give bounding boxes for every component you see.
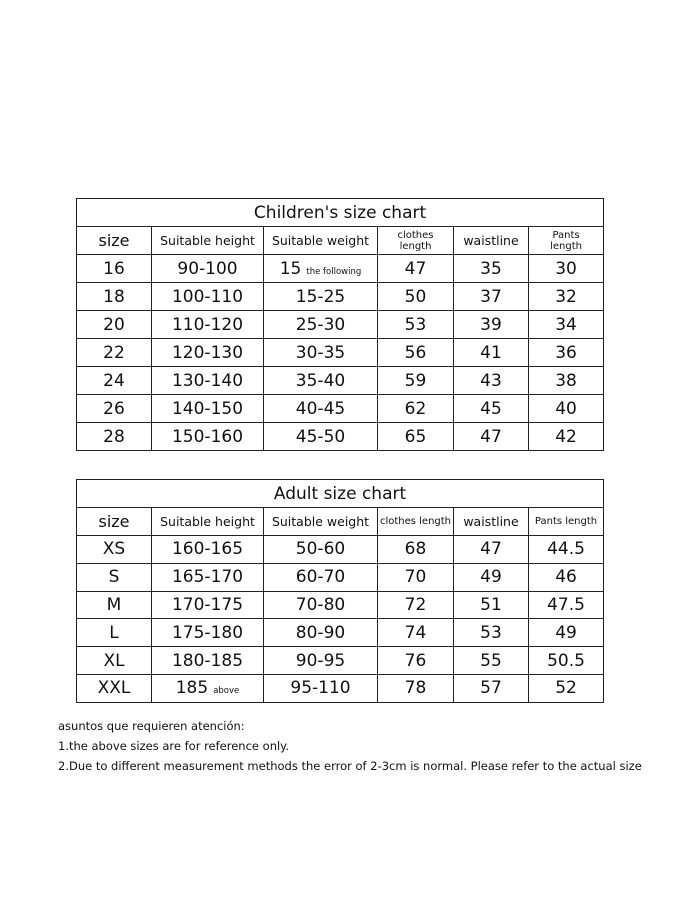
cell-size-value: XXL	[97, 678, 131, 699]
cell-weight-value: 15	[279, 258, 302, 279]
cell-weight	[264, 591, 378, 619]
table-row	[77, 423, 604, 451]
cell-clothes-length-value: 59	[404, 370, 427, 391]
cell-height-value: 175-180	[171, 622, 244, 643]
adult-chart-title: Adult size chart	[77, 480, 604, 508]
cell-weight	[264, 283, 378, 311]
table-row	[77, 591, 604, 619]
cell-size	[77, 395, 152, 423]
cell-clothes-length-value: 53	[404, 314, 427, 335]
cell-clothes-length-value: 74	[404, 622, 427, 643]
cell-clothes-length	[378, 647, 454, 675]
table-row	[77, 674, 604, 702]
cell-weight-value: 70-80	[295, 594, 346, 615]
cell-pants-length-value: 36	[555, 342, 577, 363]
cell-height	[152, 619, 264, 647]
cell-waistline	[454, 395, 529, 423]
header-clothes-line2: length	[399, 240, 432, 252]
cell-pants-length-value: 38	[555, 370, 577, 391]
cell-weight	[264, 255, 378, 283]
cell-height	[152, 647, 264, 675]
table-row	[77, 339, 604, 367]
cell-size	[77, 367, 152, 395]
cell-height	[152, 339, 264, 367]
cell-clothes-length-value: 76	[404, 650, 427, 671]
cell-weight	[264, 563, 378, 591]
note-item-1: 1.the above sizes are for reference only.	[58, 739, 289, 753]
cell-height	[152, 423, 264, 451]
cell-waistline	[454, 255, 529, 283]
cell-height-value: 150-160	[171, 426, 244, 447]
cell-size-value: 28	[103, 426, 125, 447]
header-pants-length: Pants length	[529, 508, 604, 536]
cell-size-value: 22	[103, 342, 125, 363]
cell-pants-length-value: 47.5	[547, 594, 585, 615]
notes-heading: asuntos que requieren atención:	[58, 719, 245, 733]
cell-clothes-length	[378, 283, 454, 311]
cell-pants-length-value: 50.5	[547, 650, 585, 671]
cell-waistline	[454, 423, 529, 451]
cell-weight-value: 30-35	[295, 342, 346, 363]
cell-pants-length-value: 30	[555, 258, 577, 279]
cell-pants-length	[529, 536, 604, 564]
cell-clothes-length	[378, 367, 454, 395]
cell-weight-value: 60-70	[295, 567, 346, 588]
cell-clothes-length	[378, 339, 454, 367]
cell-clothes-length-value: 78	[404, 678, 427, 699]
cell-waistline	[454, 591, 529, 619]
table-row	[77, 255, 604, 283]
cell-weight-value: 40-45	[295, 398, 346, 419]
cell-height-value: 90-100	[177, 258, 238, 279]
notes-section	[58, 716, 642, 776]
cell-clothes-length	[378, 395, 454, 423]
cell-pants-length	[529, 283, 604, 311]
cell-weight-value: 35-40	[295, 370, 346, 391]
adult-size-chart	[76, 479, 604, 703]
cell-pants-length-value: 46	[555, 567, 577, 588]
cell-clothes-length-value: 62	[404, 398, 427, 419]
cell-waistline-value: 53	[480, 622, 502, 643]
cell-pants-length	[529, 395, 604, 423]
header-waistline: waistline	[454, 508, 529, 536]
cell-weight-value: 95-110	[290, 678, 351, 699]
cell-waistline-value: 43	[480, 370, 502, 391]
table-row	[77, 647, 604, 675]
cell-waistline-value: 37	[480, 286, 502, 307]
cell-waistline-value: 41	[480, 342, 502, 363]
cell-clothes-length-value: 72	[404, 594, 427, 615]
header-size: size	[77, 508, 152, 536]
cell-waistline	[454, 367, 529, 395]
cell-size-value: 18	[103, 286, 125, 307]
note-item-2: 2.Due to different measurement methods the error of 2-3cm is normal. Please refer to the actual size	[58, 759, 642, 773]
header-pants-length	[529, 227, 604, 255]
cell-pants-length-value: 34	[555, 314, 577, 335]
cell-waistline-value: 45	[480, 398, 502, 419]
cell-weight	[264, 395, 378, 423]
cell-waistline	[454, 311, 529, 339]
table-row	[77, 619, 604, 647]
cell-size-value: XL	[103, 650, 125, 671]
header-height: Suitable height	[152, 508, 264, 536]
cell-waistline	[454, 536, 529, 564]
cell-clothes-length	[378, 674, 454, 702]
cell-waistline-value: 39	[480, 314, 502, 335]
cell-pants-length-value: 40	[555, 398, 577, 419]
cell-size	[77, 339, 152, 367]
cell-weight-value: 80-90	[295, 622, 346, 643]
cell-height	[152, 395, 264, 423]
cell-height-value: 160-165	[171, 539, 244, 560]
header-size: size	[77, 227, 152, 255]
cell-waistline-value: 35	[480, 258, 502, 279]
cell-pants-length	[529, 591, 604, 619]
cell-size	[77, 536, 152, 564]
cell-size	[77, 563, 152, 591]
cell-height	[152, 674, 264, 702]
cell-clothes-length-value: 50	[404, 286, 427, 307]
cell-height-value: 185	[175, 678, 209, 699]
cell-height-value: 165-170	[171, 567, 244, 588]
cell-size	[77, 255, 152, 283]
cell-pants-length	[529, 423, 604, 451]
header-weight: Suitable weight	[264, 508, 378, 536]
cell-height	[152, 283, 264, 311]
cell-waistline	[454, 283, 529, 311]
cell-size	[77, 674, 152, 702]
cell-waistline	[454, 339, 529, 367]
cell-pants-length	[529, 563, 604, 591]
cell-weight	[264, 674, 378, 702]
cell-height	[152, 563, 264, 591]
header-clothes-length: clothes length	[378, 508, 454, 536]
cell-size	[77, 647, 152, 675]
cell-clothes-length-value: 47	[404, 258, 427, 279]
cell-pants-length	[529, 674, 604, 702]
cell-height-value: 170-175	[171, 594, 244, 615]
cell-height-value: 120-130	[171, 342, 244, 363]
cell-weight-note: the following	[306, 266, 362, 277]
table-row	[77, 283, 604, 311]
cell-clothes-length-value: 70	[404, 567, 427, 588]
cell-waistline-value: 55	[480, 650, 502, 671]
cell-clothes-length-value: 65	[404, 426, 427, 447]
cell-size	[77, 311, 152, 339]
cell-height-value: 130-140	[171, 370, 244, 391]
cell-height-note: above	[213, 686, 240, 697]
table-row	[77, 367, 604, 395]
cell-height	[152, 311, 264, 339]
cell-waistline-value: 57	[480, 678, 502, 699]
header-pants-line1: Pants	[552, 229, 580, 241]
cell-weight	[264, 619, 378, 647]
cell-weight-value: 50-60	[295, 539, 346, 560]
header-weight: Suitable weight	[264, 227, 378, 255]
cell-weight-value: 25-30	[295, 314, 346, 335]
cell-size	[77, 423, 152, 451]
cell-size-value: M	[106, 594, 122, 615]
header-clothes-line1: clothes	[397, 229, 434, 241]
cell-waistline	[454, 619, 529, 647]
cell-weight	[264, 423, 378, 451]
cell-clothes-length	[378, 619, 454, 647]
cell-clothes-length	[378, 423, 454, 451]
cell-size	[77, 591, 152, 619]
cell-height-value: 110-120	[171, 314, 244, 335]
cell-pants-length	[529, 339, 604, 367]
table-row	[77, 311, 604, 339]
cell-height-value: 140-150	[171, 398, 244, 419]
cell-weight	[264, 367, 378, 395]
children-size-chart	[76, 198, 604, 451]
cell-height	[152, 255, 264, 283]
cell-pants-length-value: 49	[555, 622, 577, 643]
cell-height	[152, 591, 264, 619]
cell-size-value: 26	[103, 398, 125, 419]
cell-height-value: 100-110	[171, 286, 244, 307]
cell-pants-length-value: 32	[555, 286, 577, 307]
cell-waistline-value: 47	[480, 539, 502, 560]
cell-pants-length-value: 44.5	[547, 539, 585, 560]
cell-size-value: S	[108, 567, 120, 588]
cell-clothes-length	[378, 591, 454, 619]
cell-waistline-value: 49	[480, 567, 502, 588]
cell-pants-length-value: 52	[555, 678, 577, 699]
cell-weight	[264, 536, 378, 564]
cell-weight-value: 45-50	[295, 426, 346, 447]
cell-clothes-length	[378, 536, 454, 564]
cell-size-value: 20	[103, 314, 125, 335]
cell-pants-length-value: 42	[555, 426, 577, 447]
cell-pants-length	[529, 619, 604, 647]
cell-clothes-length	[378, 563, 454, 591]
cell-waistline	[454, 674, 529, 702]
header-clothes-length	[378, 227, 454, 255]
cell-waistline-value: 51	[480, 594, 502, 615]
cell-size	[77, 283, 152, 311]
cell-size-value: 24	[103, 370, 125, 391]
cell-waistline	[454, 563, 529, 591]
cell-size	[77, 619, 152, 647]
header-waistline: waistline	[454, 227, 529, 255]
cell-clothes-length-value: 68	[404, 539, 427, 560]
table-row	[77, 395, 604, 423]
cell-pants-length	[529, 647, 604, 675]
cell-size-value: 16	[103, 258, 125, 279]
table-row	[77, 563, 604, 591]
cell-weight	[264, 311, 378, 339]
cell-size-value: XS	[102, 539, 126, 560]
cell-weight-value: 15-25	[295, 286, 346, 307]
cell-height	[152, 367, 264, 395]
cell-pants-length	[529, 367, 604, 395]
cell-weight-value: 90-95	[295, 650, 346, 671]
cell-clothes-length-value: 56	[404, 342, 427, 363]
header-height: Suitable height	[152, 227, 264, 255]
cell-waistline-value: 47	[480, 426, 502, 447]
table-row	[77, 536, 604, 564]
cell-weight	[264, 647, 378, 675]
cell-pants-length	[529, 311, 604, 339]
cell-height-value: 180-185	[171, 650, 244, 671]
header-pants-line2: length	[550, 240, 582, 252]
children-chart-title: Children's size chart	[77, 199, 604, 227]
cell-pants-length	[529, 255, 604, 283]
cell-height	[152, 536, 264, 564]
cell-clothes-length	[378, 311, 454, 339]
cell-clothes-length	[378, 255, 454, 283]
cell-waistline	[454, 647, 529, 675]
cell-size-value: L	[109, 622, 119, 643]
cell-weight	[264, 339, 378, 367]
